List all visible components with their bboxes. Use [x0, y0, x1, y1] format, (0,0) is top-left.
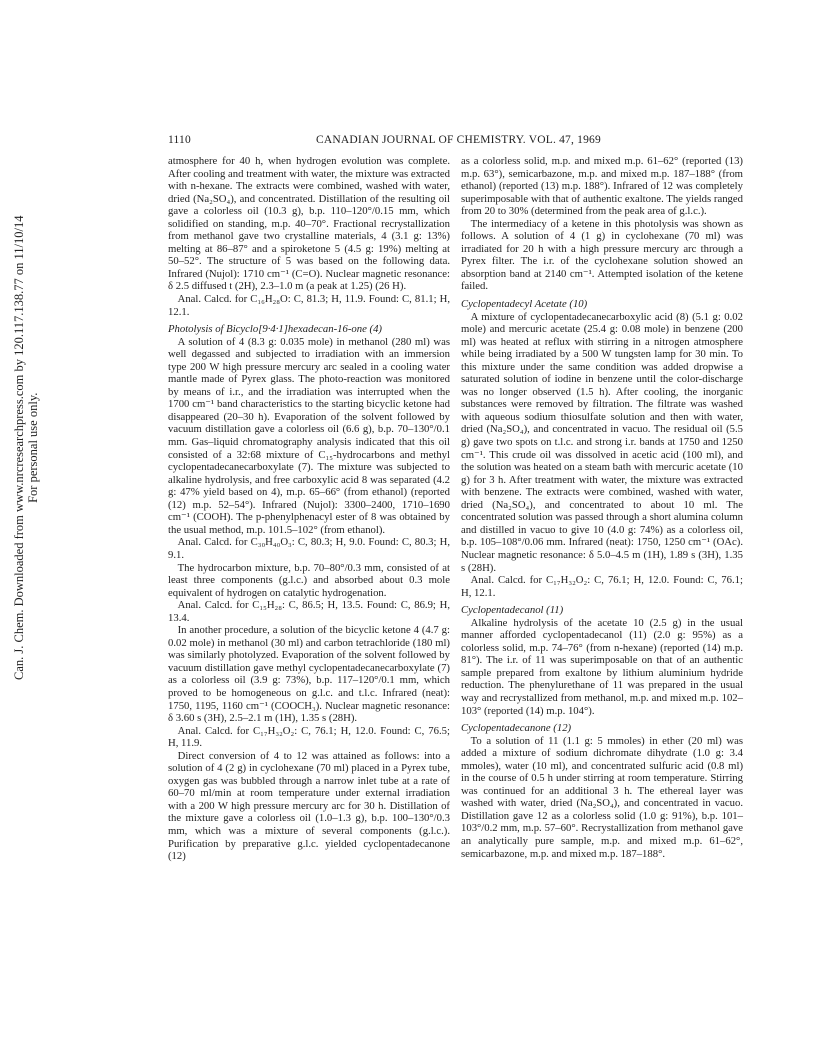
- paragraph: A mixture of cyclopentadecanecarboxylic acid (8) (5.1 g: 0.02 mole) and mercuric acetate (25.4 g: 0.08 mole) in benzene (200 ml) was heated at reflux with stirring in a nitrogen atmosphere while being irradiated by a 500 W tungsten lamp for 30 min. To this mixture under the same condition was added dropwise a saturated solution of iodine in benzene until the color-discharge was no longer observed (1.5 h). After cooling, the inorganic substances were removed by filtration. The filtrate was washed with aqueous sodium thiosulfate solution and then with water, dried (Na₂SO₄), and concentrated in vacuo. The residual oil (5.5 g) gave two spots on t.l.c. and strong i.r. bands at 1750 and 1250 cm⁻¹. This crude oil was dissolved in acetic acid (100 ml), and the solution was heated on a steam bath with mercuric acetate (10 g) for 3 h. After treatment with water, the mixture was extracted with benzene. The extracts were combined, washed with water, dried (Na₂SO₄), and concentrated to about 10 ml. The concentrated solution was passed through a short alumina column and distilled in vacuo to give 10 (4.0 g: 74%) as a colorless oil, b.p. 105–108°/0.06 mm. Infrared (neat): 1750, 1250 cm⁻¹ (OAc). Nuclear magnetic resonance: δ 5.0–4.5 m (1H), 1.89 s (3H), 1.35 s (28H).: [461, 310, 743, 574]
- paragraph: atmosphere for 40 h, when hydrogen evolution was complete. After cooling and treatment with water, the mixture was extracted with n-hexane. The extracts were combined, washed with water, dried (Na₂SO₄), and concentrated. Distillation of the resulting oil gave a colorless oil (10.3 g), b.p. 110–120°/0.15 mm, which solidified on standing, m.p. 40–70°. Fractional recrystallization from methanol gave two crystalline materials, 4 (3.1 g: 13%) melting at 86–87° and a spiroketone 5 (4.5 g: 19%) melting at 50–52°. The structure of 5 was based on the following data. Infrared (Nujol): 1710 cm⁻¹ (C=O). Nuclear magnetic resonance: δ 2.5 diffused t (2H), 2.3–1.0 m (a peak at 1.25) (26 H).: [168, 155, 450, 293]
- section-heading: Cyclopentadecanone (12): [461, 722, 572, 735]
- paragraph: Anal. Calcd. for C₁₇H₃₂O₂: C, 76.1; H, 12.0. Found: C, 76.5; H, 11.9.: [168, 724, 450, 750]
- section-heading: Cyclopentadecyl Acetate (10): [461, 298, 588, 311]
- download-watermark: [12, 216, 40, 681]
- section-heading: Cyclopentadecanol (11): [461, 604, 564, 617]
- paragraph: The hydrocarbon mixture, b.p. 70–80°/0.3 mm, consisted of at least three components (g.l.c.) and absorbed about 0.3 mole equivalent of hydrogen on catalytic hydrogenation.: [168, 561, 450, 599]
- paragraph: A solution of 4 (8.3 g: 0.035 mole) in methanol (280 ml) was well degassed and subjected to irradiation with an immersion type 200 W high pressure mercury arc sealed in a cooling water mantle made of Pyrex glass. The photo-reaction was monitored by means of i.r., and the irradiation was interrupted when the 1700 cm⁻¹ band characteristics to the starting bicyclic ketone had disappeared (20–30 h). Evaporation of the solvent followed by vacuum distillation gave a colorless oil (6.6 g), b.p. 70–130°/0.1 mm. Gas–liquid chromatography analysis indicated that this oil consisted of a 32:68 mixture of C₁₅-hydrocarbons and methyl cyclopentadecanecarboxylate (7). The mixture was subjected to alkaline hydrolysis, and free carboxylic acid 8 was separated (4.2 g: 47% yield based on 4), m.p. 65–66° (from ethanol) (reported (12) m.p. 52–54°). Infrared (Nujol): 3300–2400, 1710–1690 cm⁻¹ (COOH). The p-phenylphenacyl ester of 8 was obtained by the usual method, m.p. 101.5–102° (from ethanol).: [168, 335, 450, 536]
- download-notice: Can. J. Chem. Downloaded from www.nrcresearchpress.com by 120.117.138.77 on 11/10/14: [12, 215, 26, 680]
- page-header: [168, 134, 749, 150]
- paragraph: Anal. Calcd. for C₁₇H₃₂O₂: C, 76.1; H, 12.0. Found: C, 76.1; H, 12.1.: [461, 574, 743, 599]
- paragraph: Anal. Calcd. for C₁₅H₂₈: C, 86.5; H, 13.5. Found: C, 86.9; H, 13.4.: [168, 599, 450, 624]
- paragraph: To a solution of 11 (1.1 g: 5 mmoles) in ether (20 ml) was added a mixture of sodium dichromate dihydrate (1.0 g: 3.4 mmoles), water (10 ml), and concentrated sulfuric acid (0.8 ml) in the course of 0.5 h under stirring at room temperature. Stirring was continued for an additional 3 h. The ethereal layer was washed with water, dried (Na₂SO₄), and concentrated in vacuo. Distillation gave 12 as a colorless solid (1.0 g: 91%), b.p. 101–103°/0.2 mm, m.p. 57–60°. Recrystallization from methanol gave an analytically pure sample, m.p. and mixed m.p. 61–62°, semicarbazone, m.p. and mixed m.p. 187–188°.: [461, 734, 743, 860]
- paragraph: Anal. Calcd. for C₃₀H₄₀O₃: C, 80.3; H, 9.0. Found: C, 80.3; H, 9.1.: [168, 536, 450, 561]
- paragraph: Direct conversion of 4 to 12 was attained as follows: into a solution of 4 (2 g) in cyclohexane (70 ml) placed in a Pyrex tube, oxygen gas was bubbled through a narrow inlet tube at a rate of 60–70 ml/min at room temperature under external irradiation with a 200 W high pressure mercury arc for 30 h. Distillation of the mixture gave a colorless oil (1.0–1.3 g), b.p. 100–130°/0.3 mm, which was a mixture of several components (g.l.c.). Purification by preparative g.l.c. yielded cyclopentadecanone (12): [168, 749, 450, 863]
- personal-use-notice: For personal use only.: [26, 392, 40, 503]
- left-column: [168, 155, 450, 863]
- paragraph: In another procedure, a solution of the bicyclic ketone 4 (4.7 g: 0.02 mole) in methanol (30 ml) and carbon tetrachloride (180 ml) was similarly photolyzed. Evaporation of the solvent followed by vacuum distillation gave methyl cyclopentadecanecarboxylate (7) as a colorless oil (3.9 g: 73%), b.p. 117–120°/0.1 mm, which proved to be homogeneous on g.l.c. and t.l.c. Infrared (neat): 1750, 1195, 1160 cm⁻¹ (COOCH₃). Nuclear magnetic resonance: δ 3.60 s (3H), 2.5–2.1 m (1H), 1.35 s (28H).: [168, 624, 450, 725]
- paragraph: as a colorless solid, m.p. and mixed m.p. 61–62° (reported (13) m.p. 63°), semicarbazone, m.p. and mixed m.p. 187–188° (from ethanol) (reported (13) m.p. 188°). Infrared of 12 was completely superimposable with that of authentic exaltone. The yields ranged from 20 to 30% (determined from the peak area of g.l.c.).: [461, 155, 743, 218]
- running-head: CANADIAN JOURNAL OF CHEMISTRY. VOL. 47, 1969: [316, 134, 601, 146]
- paragraph: Anal. Calcd. for C₁₆H₂₈O: C, 81.3; H, 11.9. Found: C, 81.1; H, 12.1.: [168, 293, 450, 318]
- page-number: 1110: [168, 134, 191, 146]
- paragraph: Alkaline hydrolysis of the acetate 10 (2.5 g) in the usual manner afforded cyclopentadecanol (11) (2.0 g: 95%) as a colorless solid, m.p. 74–76° (from n-hexane) (reported (14) m.p. 81°). The i.r. of 11 was superimposable on that of an authentic sample prepared from exaltone by lithium aluminium hydride reduction. The phenylurethane of 11 was prepared in the usual way and recrystallized from methanol, m.p. and mixed m.p. 102–103° (reported (14) m.p. 104°).: [461, 616, 743, 717]
- section-heading: Photolysis of Bicyclo[9·4·1]hexadecan-16-one (4): [168, 323, 382, 336]
- right-column: [461, 155, 743, 860]
- paragraph: The intermediacy of a ketene in this photolysis was shown as follows. A solution of 4 (1 g) in cyclohexane (70 ml) was irradiated for 20 h with a high pressure mercury arc through a Pyrex filter. The i.r. of the cyclohexane solution showed an absorption band at 2140 cm⁻¹. Attempted isolation of the ketene failed.: [461, 217, 743, 293]
